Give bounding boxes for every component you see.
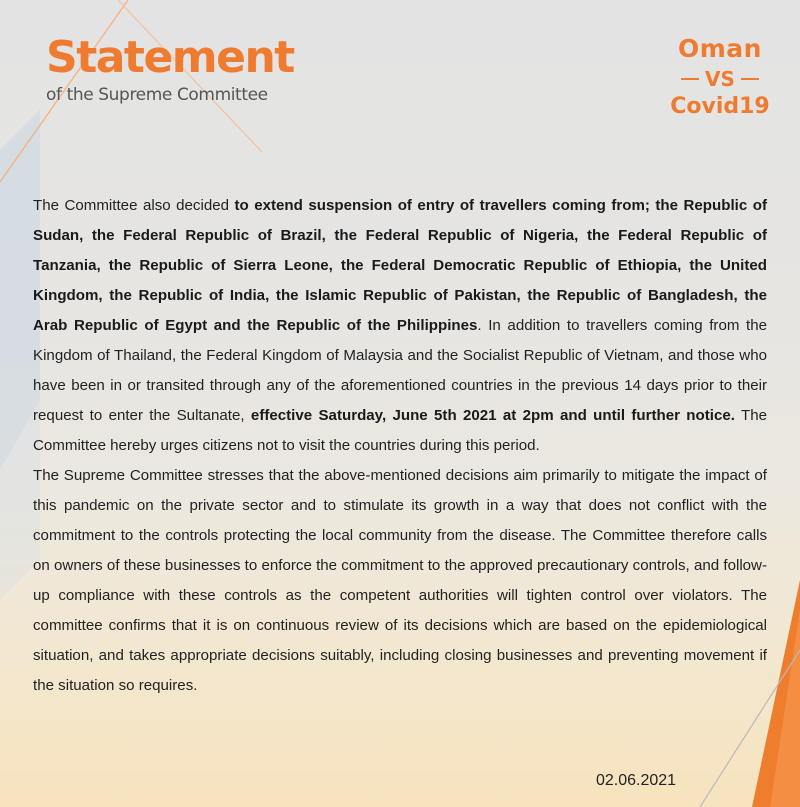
logo-line-covid: Covid19 bbox=[670, 94, 770, 119]
p1-suspension-list: to extend suspension of entry of travellers coming from; the Republic of Sudan, the Federal Republic of Brazil, the Federal Republic of Nigeria, the Federal Republic of Tanzania, the Republic of Sierra Leone, the Federal Democratic Republic of Ethiopia, the United Kingdom, the Republic of India, the Islamic Republic of Pakistan, the Republic of Bangladesh, the Arab Republic of Egypt and the Republic of the Philippines bbox=[33, 197, 767, 334]
logo-left-arrow-icon bbox=[681, 78, 699, 80]
p1-intro: The Committee also decided bbox=[33, 197, 235, 214]
logo-line-oman: Oman bbox=[678, 34, 762, 63]
paragraph-committee-stresses: The Supreme Committee stresses that the above-mentioned decisions aim primarily to mitigate the impact of this pandemic on the private sector and to stimulate its growth in a way that does not conflict with the commitment to the controls protecting the local community from the disease. The Committee therefore calls on owners of these businesses to enforce the commitment to the approved precautionary controls, and follow-up compliance with these controls as the competent authorities will tighten control over violators. The committee confirms that it is on continuous review of its decisions which are based on the epidemiological situation, and takes appropriate decisions suitably, including closing businesses and preventing movement if the situation so requires. bbox=[33, 467, 767, 694]
logo-vs-text: VS bbox=[705, 67, 735, 91]
p1-additional-countries: . In addition to travellers coming from the Kingdom of Thailand, the Federal Kingdom of Malaysia and the Socialist Republic of Vietnam, and those who have been in or transited through any of the aforementioned countries in the previous 14 days prior to their request to enter the Sultanate, bbox=[33, 317, 768, 424]
page-subtitle: of the Supreme Committee bbox=[46, 85, 268, 105]
paragraph-travel-suspension bbox=[33, 191, 767, 461]
oman-vs-covid-logo bbox=[660, 32, 780, 122]
page-title: Statement bbox=[46, 32, 294, 83]
p1-urge: The Committee hereby urges citizens not to visit the countries during this period. bbox=[33, 407, 767, 454]
statement-date: 02.06.2021 bbox=[596, 772, 677, 789]
logo-right-arrow-icon bbox=[741, 78, 759, 80]
statement-body bbox=[33, 191, 767, 701]
logo-line-vs bbox=[660, 66, 780, 92]
p1-effective-date: effective Saturday, June 5th 2021 at 2pm and until further notice. bbox=[250, 407, 735, 424]
